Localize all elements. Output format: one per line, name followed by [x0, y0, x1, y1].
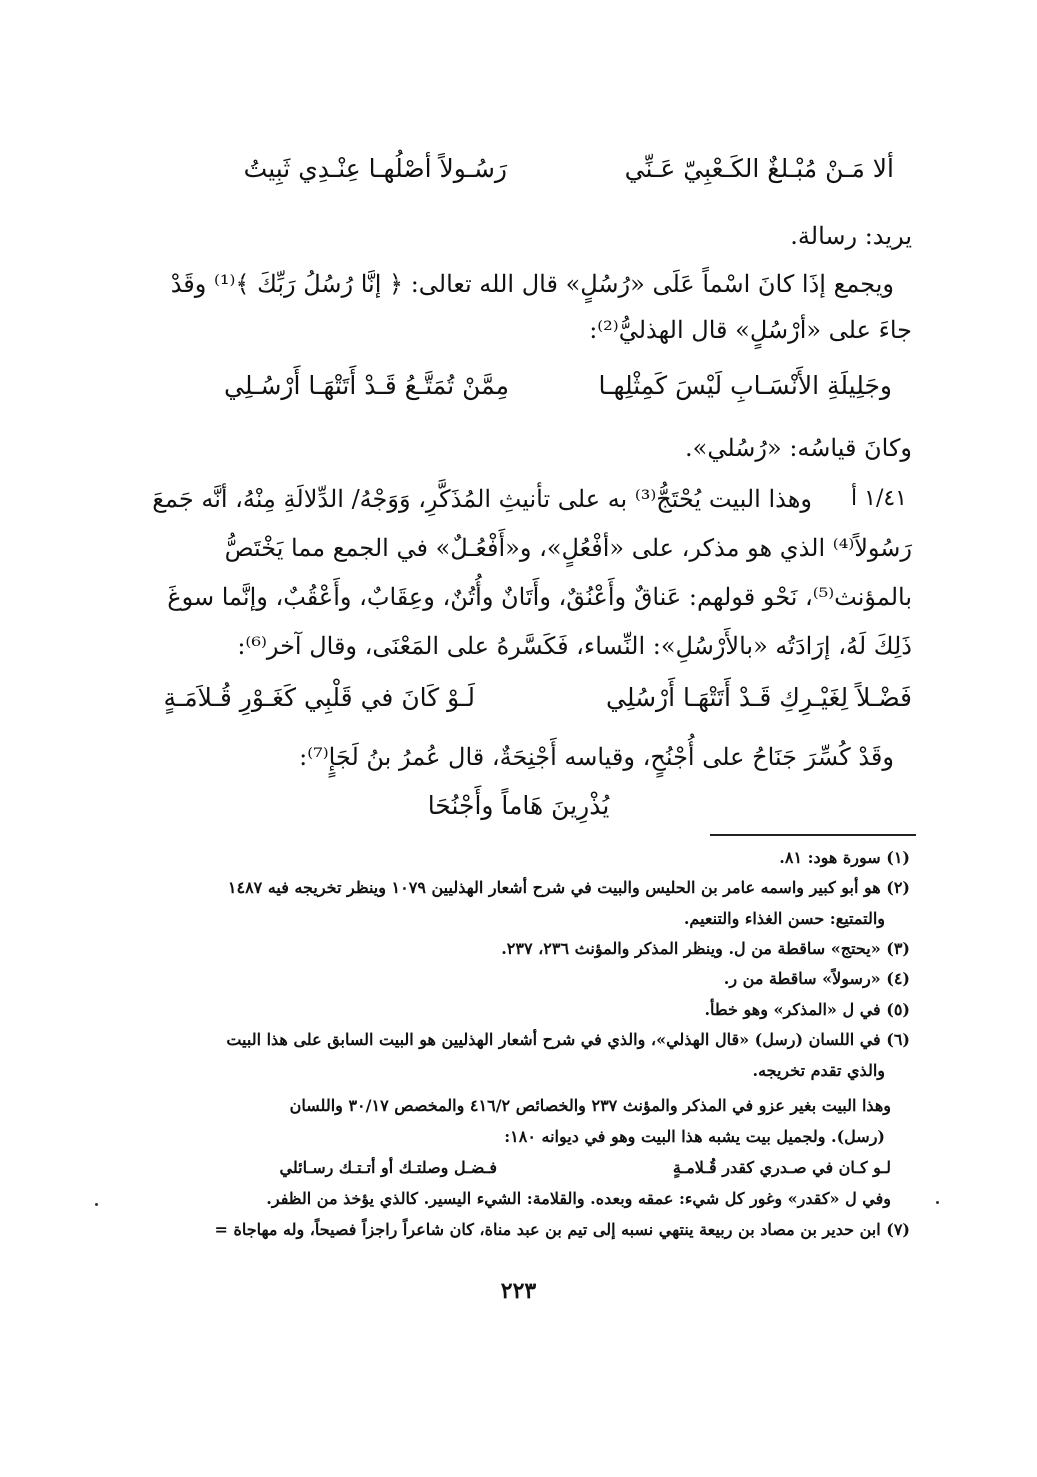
footnote-4: (٤) «رسولاً» ساقطة من ر. — [723, 969, 910, 988]
paragraph-2-line-2: جاءَ على «أرْسُلٍ» قال الهذليُّ⁽²⁾: — [589, 316, 912, 344]
footnote-6-verse-first: لـو كـان في صـدري كقدر قُـلامـةٍ — [672, 1158, 891, 1177]
verse1-first-hemistich: ألا مَـنْ مُبْـلغٌ الكَـعْبِيّ عَـنِّي — [624, 154, 894, 183]
footnote-6-line-5: وفي ل «كقدر» وغور كل شيء: عمقه وبعده. والقلامة: الشيء اليسير. كالذي يؤخذ من الظفر. — [266, 1189, 891, 1208]
footnote-1: (١) سورة هود: ٨١. — [779, 848, 910, 867]
paragraph-4-line-2: رَسُولاً⁽⁴⁾ الذي هو مذكر، على «أفْعُلٍ»، و«أَفْعُـلٌ» في الجمع مما يَخْتَصُّ — [224, 534, 912, 562]
paragraph-5: وقَدْ كُسِّرَ جَنَاحُ على أُجْنُحٍ، وقياسه أَجْنِحَةٌ، قال عُمرُ بنُ لَجَإٍ⁽⁷⁾: — [299, 743, 894, 771]
footnote-5: (٥) في ل «المذكر» وهو خطأ. — [704, 1000, 910, 1019]
footnote-2-line-1: (٢) هو أبو كبير واسمه عامر بن الحليس والبيت في شرح أشعار الهذليين ١٠٧٩ وينظر تخريجه فيه ١٤٨٧ — [227, 878, 910, 897]
verse2-first-hemistich: وجَلِيلَةِ الأَنْسَـابِ لَيْسَ كَمِثْلِهـا — [598, 371, 892, 400]
footnote-6-line-1: (٦) في اللسان (رسل) «قال الهذلي»، والذي في شرح أشعار الهذليين هو البيت السابق على هذا البيت — [226, 1030, 910, 1049]
footnote-6-line-4: (رسل). ولجميل بيت يشبه هذا البيت وهو في ديوانه ١٨٠: — [504, 1127, 885, 1146]
paragraph-3: وكانَ قياسُه: «رُسُلي». — [685, 434, 912, 462]
verse3-first-hemistich: لَـوْ كَانَ في قَلْبِي كَغَـوْرِ قُـلاَمَـةٍ — [163, 683, 475, 712]
paragraph-4-line-3: بالمؤنث⁽⁵⁾، نَحْو قولهم: عَناقٌ وأَعْنُقٌ، وأَتَانٌ وأُتُنٌ، وعِقَابٌ، وأَعْقُبٌ، وإنَّما سوغَ — [167, 583, 912, 611]
margin-folio-reference: ١/٤١ أ — [851, 486, 907, 511]
paragraph-4-line-1: وهذا البيت يُحْتَجُّ⁽³⁾ به على تأنيثِ المُذَكَّرِ، وَوَجْهُ/ الدِّلالَةِ مِنْهُ، أنَّه جَمعَ — [152, 485, 812, 513]
footnote-separator — [710, 834, 916, 836]
footnote-2-line-2: والتمتيع: حسن الغذاء والتنعيم. — [683, 909, 885, 928]
verse2-second-hemistich: مِمَّنْ تُمَتَّـعُ قَـدْ أَتَتْهَـا أَرْسُـلِي — [224, 371, 509, 400]
footnote-7: (٧) ابن حدير بن مصاد بن ربيعة ينتهي نسبه إلى تيم بن عبد مناة، كان شاعراً راجزاً فصيحاً، وله مهاجاة = — [214, 1220, 910, 1239]
verse3-second-hemistich: فَضْـلاً لِغَيْـرِكِ قَـدْ أَتَتْهَـا أَرْسُلِي — [606, 683, 912, 712]
scan-speck — [936, 1201, 939, 1204]
scan-speck — [95, 1203, 98, 1206]
verse1-second-hemistich: رَسُـولاً أصْلُهـا عِنْـدِي ثَبِيتُ — [243, 154, 507, 183]
page-number: ٢٢٣ — [500, 1278, 537, 1304]
footnote-6-verse-second: فـضـل وصلتـك أو أتـتـك رسـائلي — [279, 1158, 497, 1177]
paragraph-2-line-1: ويجمع إذَا كانَ اسْماً عَلَى «رُسُلٍ» قال الله تعالى: ﴿ إنَّا رُسُلُ رَبِّكَ ﴾⁽¹⁾ وقَدْ — [170, 270, 894, 298]
paragraph-1: يريد: رسالة. — [790, 222, 912, 250]
paragraph-4-line-4: ذَلِكَ لَهُ، إرَادَتُه «بالأَرْسُلِ»: النِّساء، فَكَسَّرهُ على المَعْنَى، وقال آخر⁽⁶⁾: — [237, 632, 912, 660]
footnote-3: (٣) «يحتج» ساقطة من ل. وينظر المذكر والمؤنث ٢٣٦، ٢٣٧. — [501, 939, 910, 958]
footnote-6-line-3: وهذا البيت بغير عزو في المذكر والمؤنث ٢٣٧ والخصائص ٤١٦/٢ والمخصص ٣٠/١٧ واللسان — [289, 1096, 891, 1115]
verse4: يُذْرِينَ هَاماً وأَجْنُحَا — [427, 791, 610, 820]
footnote-6-line-2: والذي تقدم تخريجه. — [752, 1061, 885, 1080]
